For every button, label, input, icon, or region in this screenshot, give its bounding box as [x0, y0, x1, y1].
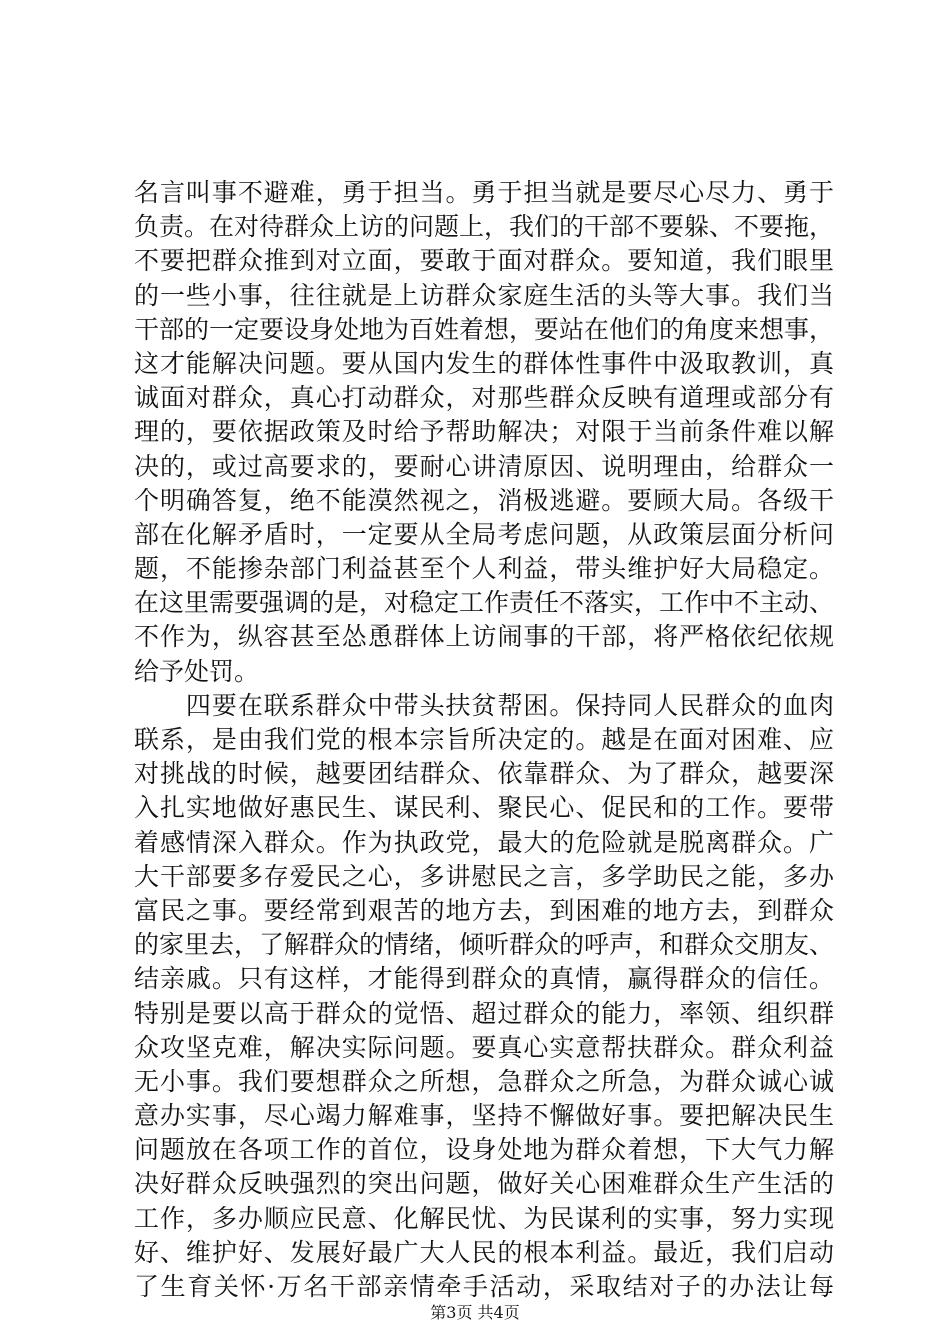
text-line: 大干部要多存爱民之心，多讲慰民之言，多学助民之能，多办: [134, 861, 834, 891]
text-line: 的家里去，了解群众的情绪，倾听群众的呼声，和群众交朋友、: [134, 930, 835, 960]
text-line: 入扎实地做好惠民生、谋民利、聚民心、促民和的工作。要带: [134, 793, 834, 823]
text-line: 联系，是由我们党的根本宗旨所决定的。越是在面对困难、应: [134, 725, 834, 754]
text-line: 众攻坚克难，解决实际问题。要真心实意帮扶群众。群众利益: [134, 1032, 834, 1062]
text-line: 富民之事。要经常到艰苦的地方去，到困难的地方去，到群众: [134, 895, 834, 925]
text-line: 特别是要以高于群众的觉悟、超过群众的能力，率领、组织群: [134, 998, 834, 1028]
text-line: 问题放在各项工作的首位，设身处地为群众着想，下大气力解: [134, 1135, 834, 1165]
text-line: 意办实事，尽心竭力解难事，坚持不懈做好事。要把解决民生: [134, 1101, 834, 1131]
text-line: 不要把群众推到对立面，要敢于面对群众。要知道，我们眼里: [134, 246, 834, 276]
text-line: 决好群众反映强烈的突出问题，做好关心困难群众生产生活的: [134, 1169, 834, 1199]
text-line: 给予处罚。: [134, 656, 260, 686]
text-line: 着感情深入群众。作为执政党，最大的危险就是脱离群众。广: [134, 827, 834, 857]
text-line: 无小事。我们要想群众之所想，急群众之所急，为群众诚心诚: [134, 1066, 834, 1096]
text-line: 这才能解决问题。要从国内发生的群体性事件中汲取教训，真: [134, 348, 834, 378]
text-line: 名言叫事不避难，勇于担当。勇于担当就是要尽心尽力、勇于: [134, 178, 834, 207]
text-line: 个明确答复，绝不能漠然视之，消极逃避。要顾大局。各级干: [134, 485, 834, 515]
text-line: 四要在联系群众中带头扶贫帮困。保持同人民群众的血肉: [134, 690, 834, 720]
text-line: 工作，多办顺应民意、化解民忧、为民谋利的实事，努力实现: [134, 1203, 834, 1233]
text-line: 结亲戚。只有这样，才能得到群众的真情，赢得群众的信任。: [134, 964, 834, 994]
text-line: 部在化解矛盾时，一定要从全局考虑问题，从政策层面分析问: [134, 519, 834, 549]
text-line: 负责。在对待群众上访的问题上，我们的干部不要躲、不要拖，: [134, 212, 835, 242]
text-line: 题，不能掺杂部门利益甚至个人利益，带头维护好大局稳定。: [134, 554, 834, 584]
text-line: 在这里需要强调的是，对稳定工作责任不落实，工作中不主动、: [134, 588, 835, 618]
text-line: 了生育关怀·万名干部亲情牵手活动，采取结对子的办法让每: [134, 1272, 834, 1301]
text-line: 不作为，纵容甚至怂恿群体上访闹事的干部，将严格依纪依规: [134, 622, 834, 652]
text-line: 理的，要依据政策及时给予帮助解决；对限于当前条件难以解: [134, 417, 834, 447]
text-line: 对挑战的时候，越要团结群众、依靠群众、为了群众，越要深: [134, 759, 834, 789]
text-line: 诚面对群众，真心打动群众，对那些群众反映有道理或部分有: [134, 383, 834, 413]
text-line: 好、维护好、发展好最广大人民的根本利益。最近，我们启动: [134, 1237, 834, 1267]
text-line: 干部的一定要设身处地为百姓着想，要站在他们的角度来想事，: [134, 314, 835, 344]
text-line: 的一些小事，往往就是上访群众家庭生活的头等大事。我们当: [134, 280, 834, 310]
page-number-footer: 第3页 共4页: [430, 1303, 520, 1322]
body-text: [134, 176, 834, 1304]
text-line: 决的，或过高要求的，要耐心讲清原因、说明理由，给群众一: [134, 451, 834, 481]
